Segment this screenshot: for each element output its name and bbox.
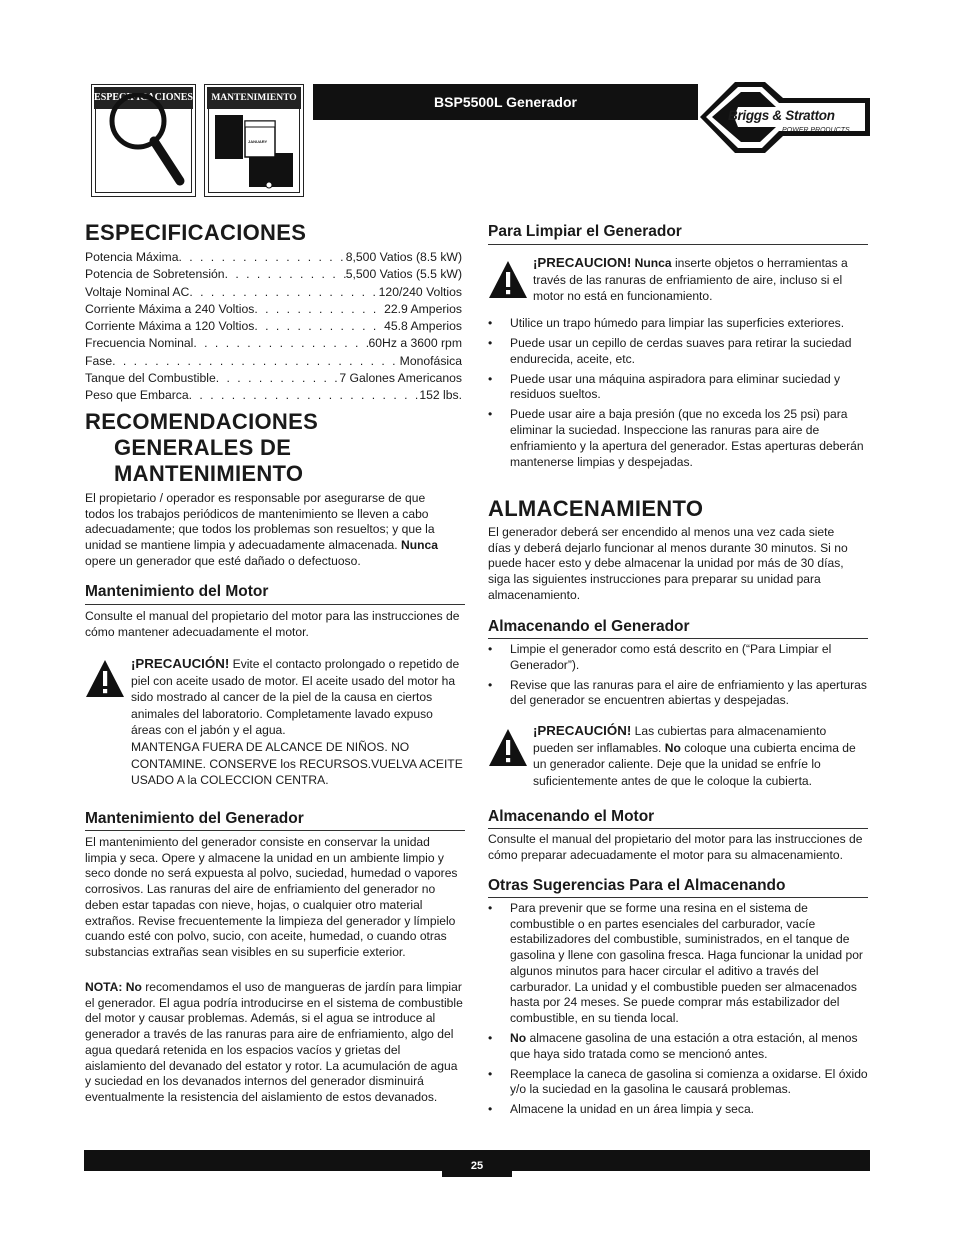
spec-row: Tanque del Combustible . . . 7 Galones Americanos [85, 370, 462, 387]
recomendaciones-body: El propietario / operador es responsable por asegurarse de que todos los trabajos periódicos de mantenimiento se lleven a cabo adecuadamente; que todos los problemas son resueltos; y que la unidad se mantiene limpia y adecuadamente almacenada. Nunca opere un generador que esté dañado o defectuoso. [85, 491, 438, 568]
list-item: • Limpie el generador como está descrito en (“Para Limpiar el Generador”). [488, 642, 868, 673]
alm-generador-list [488, 642, 868, 713]
specs-table [85, 249, 462, 405]
section-divider [488, 828, 868, 829]
warning-icon [85, 659, 125, 699]
generador-body: El mantenimiento del generador consiste en conservar la unidad limpia y seca. Opere y almacene la unidad en un ambiente limpio y seco donde no será expuesta al polvo, suciedad, humedad o vapores corrosivos. Las ranuras del aire de enfriamiento del generador no deben estar tapadas con nieve, hojas, o cualquier otro material extraños. Revise frecuentemente la limpieza del generador y límpielo cuando esté con polvo, sucio, con aceite, humedad, o cuando otras substancias extrañas sean visibles en su superficie exterior. [85, 835, 458, 959]
alm-motor-body: Consulte el manual del propietario del motor para las instrucciones de cómo preparar adecuadamente el motor para su almacenamiento. [488, 832, 863, 862]
magnifier-icon [98, 93, 190, 191]
list-item: • Revise que las ranuras para el aire de enfriamiento y las aperturas del generador se encuentren abiertas y despejadas. [488, 678, 868, 709]
document-title: BSP5500L Generador [313, 84, 698, 120]
sugerencias-heading: Otras Sugerencias Para el Almacenando [488, 877, 786, 894]
list-item: • Utilice un trapo húmedo para limpiar las superficies exteriores. [488, 316, 868, 332]
list-item: • Puede usar una máquina aspiradora para eliminar suciedad y residuos sueltos. [488, 372, 868, 403]
spec-row: Potencia Máxima . . . 8,500 Vatios (8.5 kW) [85, 249, 462, 266]
generador-heading: Mantenimiento del Generador [85, 810, 304, 827]
limpiar-warning: ¡PRECAUCION! Nunca inserte objetos o herramientas a través de las ranuras de enfriamiento de aire, incluso si el motor no está en funcionamiento. [488, 255, 868, 310]
spec-row: Peso que Embarca . . . 152 lbs. [85, 387, 462, 404]
motor-heading: Mantenimiento del Motor [85, 583, 269, 600]
list-item: • Almacene la unidad en un área limpia y seca. [488, 1102, 870, 1118]
warning-icon [488, 728, 528, 768]
motor-body: Consulte el manual del propietario del motor para las instrucciones de cómo mantener adecuadamente el motor. [85, 609, 460, 639]
alm-motor-heading: Almacenando el Motor [488, 808, 655, 825]
alm-generador-warning: ¡PRECAUCIÓN! Las cubiertas para almacenamiento pueden ser inflamables. No coloque una cubierta encima de un generador caliente. Deje que la unidad se enfríe lo suficientemente antes de que le coloque la cubierta. [488, 723, 868, 793]
briggs-stratton-logo [698, 80, 873, 155]
section-divider [488, 244, 868, 245]
calendar-label: JANUARY [248, 139, 268, 144]
nota-text: NOTA: No recomendamos el uso de mangueras de jardín para limpiar el generador. El agua podría introducirse en el sistema de combustible del motor y causar problemas. Además, si el agua se introduce al generador a través de las ranuras para aire de enfriamiento, algo del agua quedará retenida en los espacios vacíos y grietas del aislamiento del devanado del estator y rotor. La acumulación de agua y suciedad en los devanados internos del generador disminuirá eventualmente la resistencia del aislamiento de estos devanados. [85, 980, 463, 1104]
limpiar-heading: Para Limpiar el Generador [488, 223, 682, 240]
warning-icon [488, 260, 528, 300]
section-divider [488, 638, 868, 639]
page-number: 25 [442, 1150, 512, 1177]
mantenimiento-tab-icon [204, 84, 304, 197]
list-item: • Puede usar un cepillo de cerdas suaves para retirar la suciedad endurecida, aceite, etc. [488, 336, 868, 367]
spec-row: Voltaje Nominal AC . . . 120/240 Voltios [85, 284, 462, 301]
motor-warning: ¡PRECAUCIÓN! Evite el contacto prolongado o repetido de piel con aceite usado de motor. El aceite usado del motor ha sido mostrado al cancer de la piel de la causa en ciertos animales del laboratorio. Completamente lavado expuso áreas con el jabón y el agua. MANTENGA FUERA DE ALCANCE DE NIÑOS. NO CONTAMINE. CONSERVE los RECURSOS.VUELVA ACEITE USADO A la COLECCION CENTRA. [85, 656, 465, 796]
list-item: • Reemplace la caneca de gasolina si comienza a oxidarse. El óxido y/o la suciedad en la gasolina le causará problemas. [488, 1067, 870, 1098]
spec-row: Potencia de Sobretensión . . . 5,500 Vatios (5.5 kW) [85, 266, 462, 283]
limpiar-list [488, 316, 868, 475]
tab-label: MANTENIMIENTO [207, 87, 301, 109]
calendar-wrench-icon [211, 111, 297, 191]
especificaciones-title: ESPECIFICACIONES [85, 220, 307, 245]
especificaciones-tab-icon [91, 84, 196, 197]
section-divider [85, 830, 465, 831]
list-item: • No almacene gasolina de una estación a otra estación, al menos que haya sido tratada como se mencionó antes. [488, 1031, 870, 1062]
section-divider [85, 604, 465, 605]
list-item: • Puede usar aire a baja presión (que no exceda los 25 psi) para eliminar la suciedad. Inspeccione las ranuras para aire de enfriamiento y la apertura del generador. Estas aperturas deberán mantenerse limpias y despejadas. [488, 407, 868, 470]
section-divider [488, 897, 868, 898]
recomendaciones-title: RECOMENDACIONES GENERALES DE MANTENIMIENTO [85, 409, 319, 486]
spec-row: Frecuencia Nominal . . . 60Hz a 3600 rpm [85, 335, 462, 352]
logo-brand: Briggs & Stratton [728, 108, 835, 123]
list-item: • Para prevenir que se forme una resina en el sistema de combustible o en partes esenciales del carburador, vacíe estabilizadores del combustible, suministrados, en el tanque de gasolina y llene con gasolina fresca. Haga funcionar la unidad por algunos minutos para hacer circular el aditivo a través del carburador. La unidad y el combustible pueden ser almacenados hasta por 24 meses. Se puede comprar más estabilizador del combustible, en su tienda local. [488, 901, 870, 1027]
almacenamiento-body: El generador deberá ser encendido al menos una vez cada siete días y deberá dejarlo funcionar al menos durante 30 minutos. Si no puede hacer esto y debe almacenar la unidad por más de 30 días, siga las siguientes instrucciones para preparar su unidad para almacenamiento. [488, 525, 848, 602]
spec-row: Corriente Máxima a 120 Voltios . . . 45.8 Amperios [85, 318, 462, 335]
almacenamiento-title: ALMACENAMIENTO [488, 496, 704, 521]
spec-row: Corriente Máxima a 240 Voltios . . . 22.9 Amperios [85, 301, 462, 318]
sugerencias-list [488, 901, 870, 1122]
tab-label: ESPECIFICACIONES [94, 87, 193, 109]
alm-generador-heading: Almacenando el Generador [488, 618, 690, 635]
spec-row: Fase . . . Monofásica [85, 353, 462, 370]
logo-sub: POWER PRODUCTS [782, 127, 850, 134]
